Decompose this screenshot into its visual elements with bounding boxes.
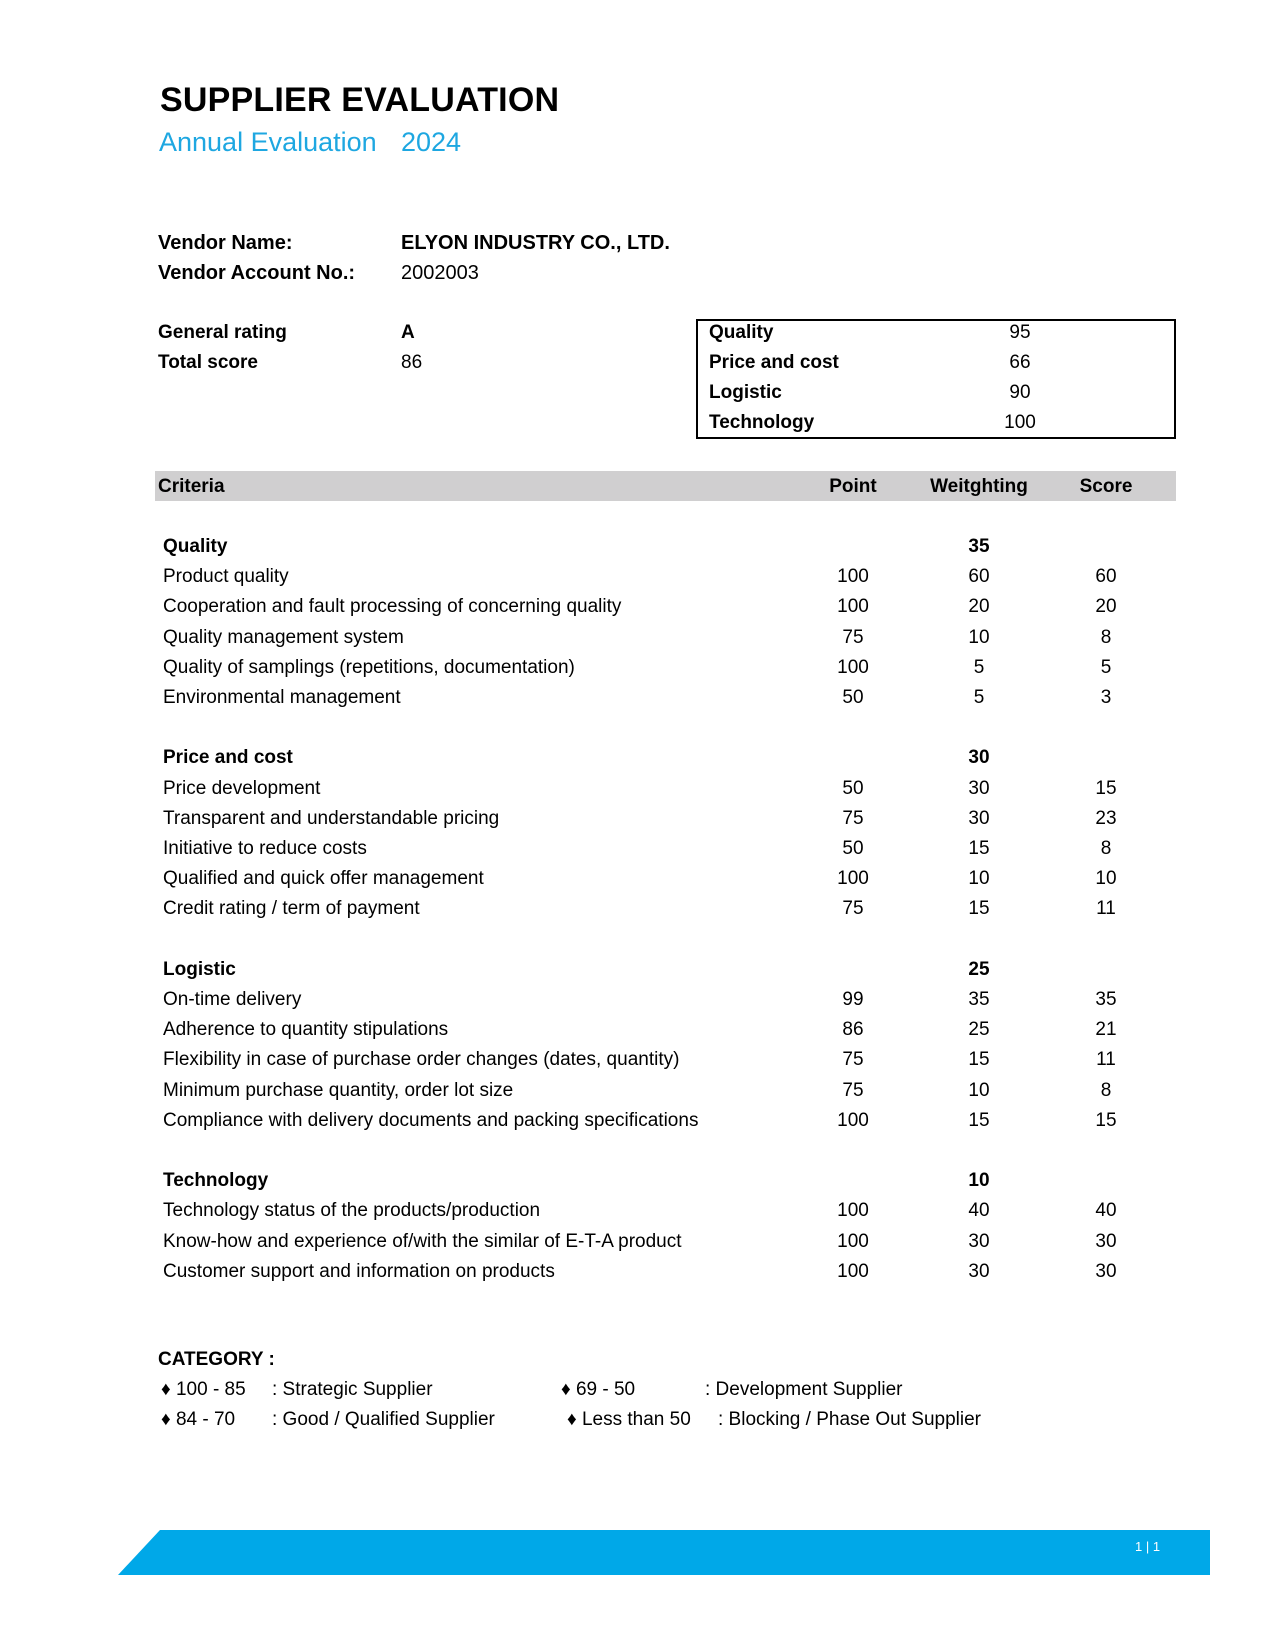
table-cell-score: 8 (1100, 838, 1112, 859)
table-cell-score: 11 (1096, 898, 1116, 920)
table-cell-weighting: 5 (973, 687, 985, 708)
table-cell-point: 75 (842, 807, 864, 829)
section-title: Quality (163, 536, 228, 557)
table-cell-weighting: 15 (968, 1109, 990, 1131)
category-range-4: ♦ Less than 50 (567, 1409, 691, 1430)
vendor-account-value: 2002003 (401, 262, 479, 284)
table-cell-weighting: 40 (968, 1200, 990, 1222)
table-cell-point: 100 (837, 1260, 869, 1282)
section-title: Technology (163, 1170, 269, 1192)
table-cell-point: 100 (837, 596, 869, 618)
table-cell-score: 15 (1095, 777, 1117, 799)
table-cell-criteria: Quality of samplings (repetitions, documentation) (163, 656, 575, 678)
table-cell-weighting: 30 (968, 1230, 990, 1252)
table-cell-weighting: 10 (968, 626, 990, 648)
table-cell-criteria: Compliance with delivery documents and packing specifications (163, 1109, 699, 1131)
table-cell-criteria: Product quality (163, 566, 289, 588)
category-desc-1: : Strategic Supplier (272, 1379, 433, 1400)
table-cell-score: 5 (1100, 656, 1112, 678)
vendor-name-value: ELYON INDUSTRY CO., LTD. (401, 232, 670, 254)
table-cell-score: 8 (1100, 626, 1112, 648)
table-cell-criteria: Qualified and quick offer management (163, 868, 484, 890)
box-logistic-value: 90 (1009, 382, 1031, 403)
table-cell-criteria: Quality management system (163, 626, 404, 648)
section-weight: 10 (968, 1170, 990, 1192)
table-cell-criteria: Price development (163, 777, 321, 799)
subtitle-label: Annual Evaluation (159, 127, 377, 157)
table-cell-weighting: 60 (968, 566, 990, 588)
table-cell-weighting: 5 (973, 656, 985, 678)
table-cell-weighting: 10 (968, 1079, 990, 1101)
table-cell-score: 23 (1095, 807, 1117, 829)
table-cell-score: 15 (1095, 1109, 1117, 1131)
table-cell-criteria: Environmental management (163, 687, 401, 708)
section-title: Logistic (163, 958, 236, 980)
table-cell-score: 60 (1095, 566, 1117, 588)
category-desc-2: : Development Supplier (705, 1379, 903, 1400)
box-technology-value: 100 (1004, 412, 1036, 433)
general-rating-label: General rating (158, 322, 287, 343)
table-cell-score: 10 (1095, 868, 1117, 890)
category-range-3: ♦ 84 - 70 (161, 1409, 236, 1430)
table-cell-score: 20 (1095, 596, 1117, 618)
table-cell-weighting: 25 (968, 1019, 990, 1041)
table-cell-weighting: 30 (968, 777, 990, 799)
table-cell-weighting: 15 (968, 1049, 990, 1071)
table-cell-point: 75 (842, 626, 864, 648)
table-cell-point: 100 (837, 656, 869, 678)
table-cell-point: 50 (842, 838, 864, 859)
table-cell-score: 21 (1095, 1019, 1117, 1041)
table-cell-score: 40 (1095, 1200, 1117, 1222)
total-score-value: 86 (401, 352, 423, 373)
table-cell-point: 75 (842, 1049, 864, 1071)
table-cell-score: 11 (1096, 1049, 1116, 1071)
table-cell-score: 3 (1100, 687, 1112, 708)
page-title: SUPPLIER EVALUATION (160, 81, 560, 119)
table-cell-score: 30 (1095, 1260, 1117, 1282)
table-cell-weighting: 30 (968, 1260, 990, 1282)
total-score-label: Total score (158, 352, 258, 373)
table-cell-criteria: On-time delivery (163, 989, 302, 1010)
box-price-label: Price and cost (709, 352, 839, 373)
section-weight: 35 (968, 536, 990, 557)
table-cell-point: 100 (837, 1230, 869, 1252)
table-cell-criteria: Credit rating / term of payment (163, 898, 420, 920)
page-number: 1 | 1 (1135, 1539, 1161, 1554)
table-cell-weighting: 35 (968, 989, 990, 1010)
table-cell-weighting: 15 (968, 898, 990, 920)
box-price-value: 66 (1009, 352, 1031, 373)
category-range-1: ♦ 100 - 85 (161, 1379, 246, 1400)
table-cell-criteria: Transparent and understandable pricing (163, 807, 500, 829)
table-cell-criteria: Initiative to reduce costs (163, 838, 367, 859)
table-cell-weighting: 10 (968, 868, 990, 890)
table-cell-criteria: Technology status of the products/production (163, 1200, 541, 1222)
table-cell-criteria: Cooperation and fault processing of concerning quality (163, 596, 622, 618)
general-rating-value: A (401, 322, 415, 343)
category-desc-4: : Blocking / Phase Out Supplier (718, 1409, 981, 1430)
vendor-name-label: Vendor Name: (158, 232, 293, 254)
table-cell-criteria: Customer support and information on products (163, 1260, 555, 1282)
box-quality-label: Quality (709, 322, 774, 343)
category-desc-3: : Good / Qualified Supplier (272, 1409, 495, 1430)
header-point: Point (829, 476, 877, 497)
header-weighting: Weitghting (930, 476, 1028, 497)
table-cell-weighting: 20 (968, 596, 990, 618)
table-cell-weighting: 30 (968, 807, 990, 829)
section-weight: 25 (968, 958, 990, 980)
table-cell-point: 100 (837, 1200, 869, 1222)
table-cell-point: 50 (842, 777, 864, 799)
box-logistic-label: Logistic (709, 382, 782, 403)
box-quality-value: 95 (1009, 322, 1031, 343)
table-cell-criteria: Minimum purchase quantity, order lot size (163, 1079, 514, 1101)
vendor-account-label: Vendor Account No.: (158, 262, 356, 284)
table-cell-score: 30 (1095, 1230, 1117, 1252)
table-cell-score: 8 (1100, 1079, 1112, 1101)
table-cell-criteria: Adherence to quantity stipulations (163, 1019, 449, 1041)
table-cell-criteria: Flexibility in case of purchase order changes (dates, quantity) (163, 1049, 680, 1071)
footer-band (0, 1530, 1210, 1575)
section-title: Price and cost (163, 747, 293, 769)
table-cell-point: 75 (842, 898, 864, 920)
table-cell-point: 100 (837, 1109, 869, 1131)
box-technology-label: Technology (709, 412, 815, 433)
table-cell-point: 75 (842, 1079, 864, 1101)
section-weight: 30 (968, 747, 990, 769)
subtitle-year: 2024 (401, 127, 462, 157)
table-cell-point: 100 (837, 566, 869, 588)
table-cell-point: 86 (842, 1019, 864, 1041)
table-cell-point: 100 (837, 868, 869, 890)
header-score: Score (1079, 476, 1133, 497)
header-criteria: Criteria (158, 476, 225, 497)
table-cell-criteria: Know-how and experience of/with the similar of E-T-A product (163, 1230, 682, 1252)
category-title: CATEGORY : (158, 1349, 275, 1370)
table-cell-score: 35 (1095, 989, 1117, 1010)
category-range-2: ♦ 69 - 50 (561, 1379, 636, 1400)
table-cell-weighting: 15 (968, 838, 990, 859)
table-cell-point: 99 (842, 989, 864, 1010)
table-cell-point: 50 (842, 687, 864, 708)
